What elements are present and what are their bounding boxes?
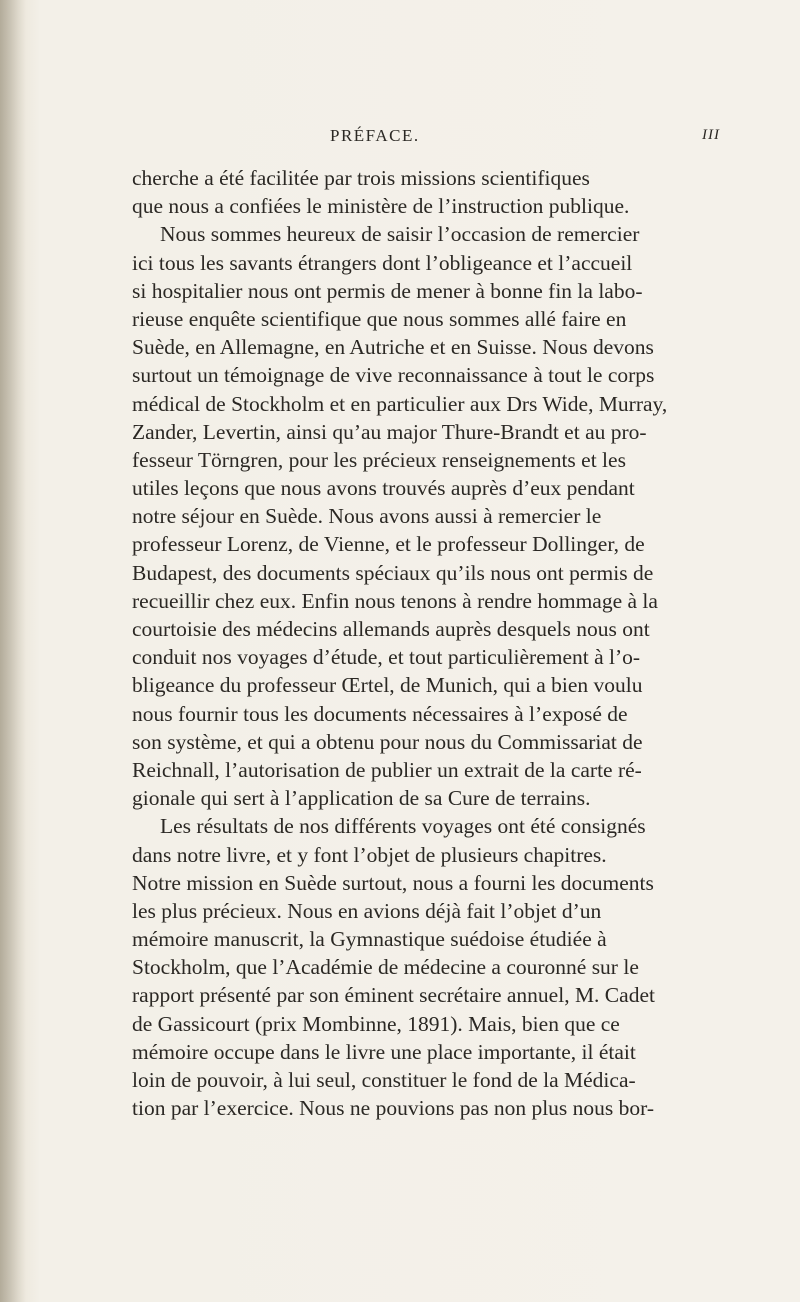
text-line: si hospitalier nous ont permis de mener à bonne fin la labo- xyxy=(132,278,643,303)
body-text xyxy=(132,164,714,1122)
text-line: ici tous les savants étrangers dont l’obligeance et l’accueil xyxy=(132,250,633,275)
text-line: son système, et qui a obtenu pour nous du Commissariat de xyxy=(132,729,643,754)
text-line: nous fournir tous les documents nécessaires à l’exposé de xyxy=(132,701,628,726)
text-line: dans notre livre, et y font l’objet de plusieurs chapitres. xyxy=(132,842,607,867)
text-line: recueillir chez eux. Enfin nous tenons à rendre hommage à la xyxy=(132,588,658,613)
text-line: Stockholm, que l’Académie de médecine a couronné sur le xyxy=(132,955,639,980)
text-line: Budapest, des documents spéciaux qu’ils nous ont permis de xyxy=(132,560,654,585)
text-line: courtoisie des médecins allemands auprès desquels nous ont xyxy=(132,617,650,641)
text-line: Suède, en Allemagne, en Autriche et en Suisse. Nous devons xyxy=(132,335,654,360)
page-gutter-shadow xyxy=(0,0,26,1302)
text-line: loin de pouvoir, à lui seul, constituer le fond de la Médica- xyxy=(132,1068,636,1092)
text-line: fesseur Törngren, pour les précieux renseignements et les xyxy=(132,447,626,472)
text-line: gionale qui sert à l’application de sa Cure de terrains. xyxy=(132,786,591,811)
text-line: Nous sommes heureux de saisir l’occasion de remercier xyxy=(160,222,640,247)
running-head xyxy=(0,126,800,150)
text-line: que nous a confiées le ministère de l’instruction publique. xyxy=(132,194,630,219)
text-line: les plus précieux. Nous en avions déjà fait l’objet d’un xyxy=(132,898,602,923)
text-line: notre séjour en Suède. Nous avons aussi à remercier le xyxy=(132,504,602,529)
text-line: de Gassicourt (prix Mombinne, 1891). Mais, bien que ce xyxy=(132,1011,620,1036)
text-line: tion par l’exercice. Nous ne pouvions pas non plus nous bor- xyxy=(132,1096,655,1121)
text-line: utiles leçons que nous avons trouvés auprès d’eux pendant xyxy=(132,476,635,501)
text-line: cherche a été facilitée par trois missions scientifiques xyxy=(132,166,590,190)
text-line: bligeance du professeur Œrtel, de Munich, qui a bien voulu xyxy=(132,673,643,698)
text-line: conduit nos voyages d’étude, et tout particulièrement à l’o- xyxy=(132,645,641,670)
text-line: Les résultats de nos différents voyages ont été consignés xyxy=(160,814,646,839)
running-head-title: PRÉFACE. xyxy=(330,126,420,145)
text-line: surtout un témoignage de vive reconnaissance à tout le corps xyxy=(132,363,655,388)
text-line: médical de Stockholm et en particulier aux Drs Wide, Murray, xyxy=(132,391,668,416)
text-line: Reichnall, l’autorisation de publier un extrait de la carte ré- xyxy=(132,757,642,782)
text-line: mémoire manuscrit, la Gymnastique suédoise étudiée à xyxy=(132,927,607,952)
text-line: Notre mission en Suède surtout, nous a fourni les documents xyxy=(132,870,654,895)
text-line: Zander, Levertin, ainsi qu’au major Thure-Brandt et au pro- xyxy=(132,419,647,444)
text-line: rapport présenté par son éminent secrétaire annuel, M. Cadet xyxy=(132,983,655,1008)
text-line: mémoire occupe dans le livre une place importante, il était xyxy=(132,1039,636,1064)
text-line: professeur Lorenz, de Vienne, et le professeur Dollinger, de xyxy=(132,532,645,557)
text-line: rieuse enquête scientifique que nous sommes allé faire en xyxy=(132,306,627,331)
page-number: III xyxy=(702,127,720,143)
